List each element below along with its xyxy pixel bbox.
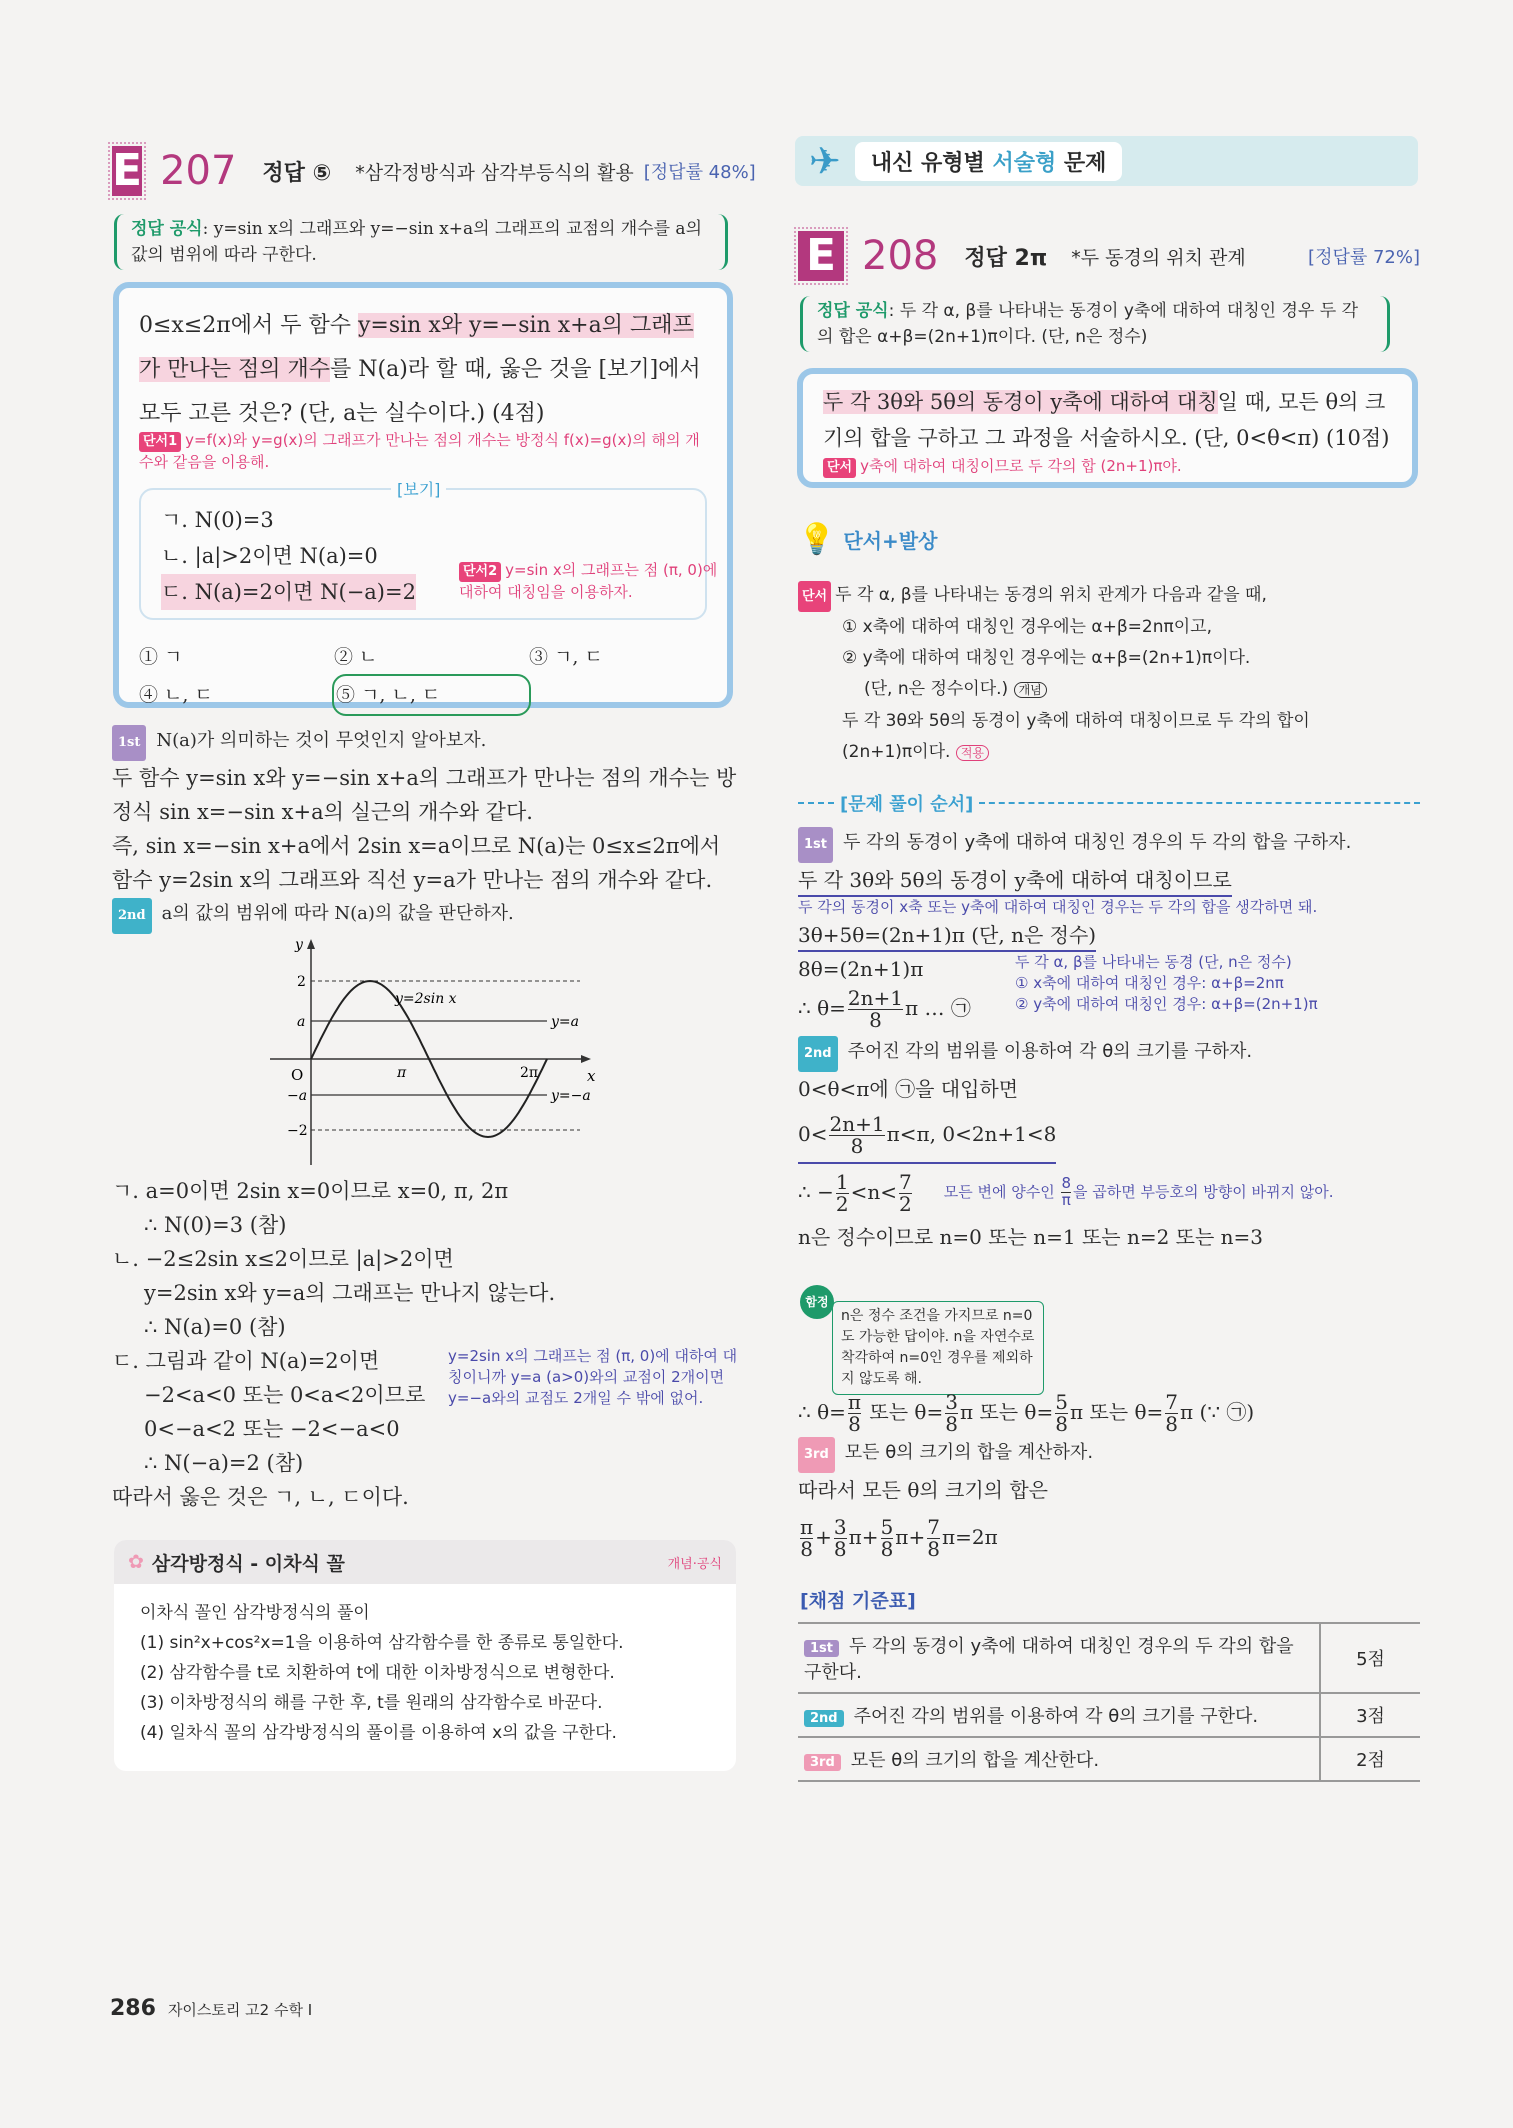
idea-header	[798, 522, 937, 557]
fraction: $\frac{7}{8}$	[1165, 1390, 1179, 1436]
step-1-title: N(a)가 의미하는 것이 무엇인지 알아보자.	[156, 730, 487, 751]
footer	[110, 1996, 312, 2021]
solution-line: ㄱ. a=0이면 2sin x=0이므로 x=0, π, 2π	[112, 1179, 509, 1203]
tip-item: (3) 이차방정식의 해를 구한 후, t를 원래의 삼각함수로 바꾼다.	[140, 1693, 603, 1713]
answer: 정답 2π	[964, 245, 1048, 271]
step-1-tag: 1st	[112, 725, 146, 761]
solution-line: n은 정수이므로 n=0 또는 n=1 또는 n=2 또는 n=3	[798, 1225, 1264, 1249]
side-note-line: 두 각 α, β를 나타내는 동경 (단, n은 정수)	[1015, 953, 1292, 971]
grading-score: 2점	[1320, 1737, 1420, 1781]
solution-line: ㄷ. 그림과 같이 N(a)=2이면	[112, 1349, 380, 1373]
fraction: $\frac{3}{8}$	[945, 1390, 958, 1436]
problem-number: 208	[862, 233, 939, 279]
fraction: $\frac{7}{2}$	[898, 1170, 912, 1216]
solution-line: y=2sin x와 y=a의 그래프는 만나지 않는다.	[144, 1281, 556, 1305]
solution-line: ∴ N(0)=3 (참)	[144, 1213, 287, 1237]
idea-line: (2n+1)π이다.	[842, 742, 951, 762]
line-neg-a-label: y=−a	[551, 1088, 591, 1104]
flower-icon: ✿	[128, 1551, 144, 1573]
bogi-box	[139, 480, 718, 620]
grading-criterion: 3rd 모든 θ의 크기의 합을 계산한다.	[798, 1737, 1320, 1781]
tip-item: (1) sin²x+cos²x=1을 이용하여 삼각함수를 한 종류로 통일한다.	[140, 1633, 624, 1653]
fraction: $\frac{5}{8}$	[1055, 1390, 1068, 1436]
problem-207-header	[112, 145, 756, 196]
choice-5-correct[interactable]: ⑤ ㄱ, ㄴ, ㄷ	[334, 676, 529, 714]
origin-label: O	[291, 1066, 304, 1084]
symmetry-side-note	[1015, 952, 1415, 1015]
solution-line: ∴ N(a)=0 (참)	[144, 1315, 286, 1339]
topic: *삼각정방식과 삼각부등식의 활용	[355, 161, 634, 184]
solution-208	[798, 826, 1420, 1254]
solution-line: 0< $\frac{2n+1}{8}$ π<π, 0<2n+1<8	[798, 1106, 1056, 1164]
step-1-tag: 1st	[798, 827, 833, 863]
side-note: y=2sin x의 그래프는 점 (π, 0)에 대하여 대칭이니까 y=a (a>0)와의 교점이 2개이면 y=−a와의 교점도 2개일 수 밖에 없어.	[448, 1347, 738, 1407]
trap-text: n은 정수 조건을 가지므로 n=0도 가능한 답이야. n을 자연수로 착각하여 n=0인 경우를 제외하지 않도록 해.	[832, 1301, 1044, 1395]
solution-line: 8θ=(2n+1)π	[798, 957, 924, 981]
side-note-line: ② y축에 대하여 대칭인 경우: α+β=(2n+1)π	[1015, 995, 1318, 1013]
solution-207-part1	[112, 724, 737, 934]
fraction: $\frac{3}{8}$	[833, 1515, 847, 1561]
note: 모든 변에 양수인 $\frac{8}{\pi}$ 을 곱하면 부등호의 방향이 바뀌지 않아.	[943, 1173, 1334, 1209]
level-badge: E	[798, 231, 844, 281]
idea-tag: 단서	[798, 581, 831, 612]
grading-title: [채점 기준표]	[800, 1590, 916, 1612]
idea-line: ① x축에 대하여 대칭인 경우에는 α+β=2nπ이고,	[842, 617, 1212, 637]
tick-x: 2π	[520, 1065, 539, 1081]
paragraph: 즉, sin x=−sin x+a에서 2sin x=a이므로 N(a)는 0≤x≤2π에서 함수 y=2sin x의 그래프와 직선 y=a가 만나는 점의 개수와 같다.	[112, 834, 721, 892]
choice-3[interactable]: ③ ㄱ, ㄷ	[529, 646, 603, 668]
answer-formula	[800, 296, 1390, 352]
choices	[139, 638, 707, 714]
trap-tag: 함정	[800, 1285, 834, 1319]
banner-title: 내신 유형별 서술형 문제	[855, 142, 1123, 181]
solution-208-end	[798, 1388, 1420, 1563]
trap-note	[800, 1285, 1044, 1395]
step-2-tag: 2nd	[112, 898, 152, 934]
tip-heading: 이차식 꼴인 삼각방정식의 풀이	[140, 1603, 370, 1623]
bogi-item: ㄴ. |a|>2이면 N(a)=0	[161, 544, 378, 568]
idea-line: ② y축에 대하여 대칭인 경우에는 α+β=(2n+1)π이다.	[842, 648, 1251, 668]
choice-4[interactable]: ④ ㄴ, ㄷ	[139, 684, 213, 706]
solution-line: 0<−a<2 또는 −2<−a<0	[144, 1417, 400, 1441]
step-1-title: 두 각의 동경이 y축에 대하여 대칭인 경우의 두 각의 합을 구하자.	[843, 832, 1352, 853]
idea-line: (단, n은 정수이다.)	[864, 679, 1009, 699]
fraction: $\frac{2n+1}{8}$	[847, 986, 903, 1032]
hint-1: 단서1 y=f(x)와 y=g(x)의 그래프가 만나는 점의 개수는 방정식 f(x)=g(x)의 해의 개수와 같음을 이용해.	[139, 431, 700, 471]
tick-y: −a	[287, 1088, 308, 1104]
grading-table	[798, 1622, 1420, 1782]
line-a-label: y=a	[551, 1014, 579, 1030]
choice-2[interactable]: ② ㄴ	[334, 646, 378, 668]
tick-y: −2	[287, 1123, 308, 1139]
hint-2: 단서2 y=sin x의 그래프는 점 (π, 0)에 대하여 대칭임을 이용하자.	[459, 561, 718, 601]
solution-line: $\frac{\pi}{8}$ + $\frac{3}{8}$ π+ $\frac{5}{8}$ π+ $\frac{7}{8}$ π=2π	[800, 1515, 998, 1561]
order-title: [문제 풀이 순서]	[840, 794, 974, 815]
book-title: 자이스토리 고2 수학 I	[167, 2001, 313, 2019]
problem-text: 0≤x≤2π에서 두 함수 y=sin x와 y=−sin x+a의 그래프가 만나는 점의 개수를 N(a)라 할 때, 옳은 것을 [보기]에서 모두 고른 것은? (단, a는 실수이다.) (4점)	[139, 313, 701, 426]
grading-criterion: 1st 두 각의 동경이 y축에 대하여 대칭인 경우의 두 각의 합을 구한다.	[798, 1624, 1320, 1693]
note: 두 각의 동경이 x축 또는 y축에 대하여 대칭인 경우는 두 각의 합을 생각하면 돼.	[798, 898, 1318, 916]
conclusion: 따라서 옳은 것은 ㄱ, ㄴ, ㄷ이다.	[112, 1485, 409, 1509]
formula-label: 정답 공식	[131, 219, 203, 239]
solution-line: 0<θ<π에 ㉠을 대입하면	[798, 1077, 1019, 1101]
correct-rate: [정답률 48%]	[643, 162, 756, 183]
problem-text: 두 각 3θ와 5θ의 동경이 y축에 대하여 대칭일 때, 모든 θ의 크기의 합을 구하고 그 과정을 서술하시오. (단, 0<θ<π) (10점)	[823, 390, 1390, 450]
grading-row	[798, 1693, 1420, 1737]
fraction: $\frac{\pi}{8}$	[847, 1390, 862, 1436]
solution-order-header	[798, 790, 1420, 816]
idea-title: 단서+발상	[843, 529, 938, 553]
answer-formula	[114, 214, 728, 270]
fraction: $\frac{\pi}{8}$	[800, 1515, 814, 1561]
apply-badge: 적용	[956, 745, 989, 761]
bogi-item: ㄷ. N(a)=2이면 N(−a)=2	[161, 574, 416, 610]
paragraph: 두 함수 y=sin x와 y=−sin x+a의 그래프가 만나는 점의 개수는 방정식 sin x=−sin x+a의 실근의 개수와 같다.	[112, 766, 737, 824]
tip-title: 삼각방정식 - 이차식 꼴	[151, 1552, 345, 1575]
topic: *두 동경의 위치 관계	[1071, 246, 1246, 269]
concept-tip-box	[114, 1540, 736, 1771]
idea-body: 단서 두 각 α, β를 나타내는 동경의 위치 관계가 다음과 같을 때, ① x축에 대하여 대칭인 경우에는 α+β=2nπ이고, ② y축에 대하여 대칭인 경우에는 α+β=(2n+1)π이다. (단, n은 정수이다.) 개념 두 각 3θ와 5θ의 동경이 y축에 대하여 대칭이므로 두 각의 합이 (2n+1)π이다. 적용	[798, 580, 1418, 769]
tip-tag: 개념·공식	[667, 1556, 722, 1572]
step-2-title: a의 값의 범위에 따라 N(a)의 값을 판단하자.	[161, 903, 514, 924]
formula-label: 정답 공식	[817, 301, 889, 321]
fraction: $\frac{8}{\pi}$	[1061, 1173, 1072, 1209]
hint: 단서 y축에 대하여 대칭이므로 두 각의 합 (2n+1)π야.	[823, 456, 1392, 478]
solution-207-part2	[112, 1174, 737, 1514]
tick-y: a	[297, 1014, 306, 1030]
correct-rate: [정답률 72%]	[1308, 247, 1420, 268]
tick-x: π	[397, 1065, 407, 1081]
sine-graph	[235, 935, 655, 1165]
solution-line: ∴ θ= $\frac{\pi}{8}$ 또는 θ= $\frac{3}{8}$ π 또는 θ= $\frac{5}{8}$ π 또는 θ= $\frac{7}{8}$ π (∵ ㉠)	[798, 1390, 1255, 1436]
lightbulb-head-icon: 💡	[798, 522, 836, 557]
bogi-item: ㄱ. N(0)=3	[161, 508, 274, 532]
fraction: $\frac{5}{8}$	[880, 1515, 894, 1561]
bogi-title: [보기]	[391, 477, 446, 500]
answer: 정답 ⑤	[262, 160, 332, 186]
grading-score: 5점	[1320, 1624, 1420, 1693]
formula-text: : 두 각 α, β를 나타내는 동경이 y축에 대하여 대칭인 경우 두 각의 합은 α+β=(2n+1)π이다. (단, n은 정수)	[817, 301, 1358, 347]
curve-label: y=2sin x	[395, 991, 457, 1007]
step-2-tag: 2nd	[798, 1036, 838, 1072]
page-number: 286	[110, 1996, 156, 2021]
solution-line: ∴ θ= $\frac{2n+1}{8}$ π … ㉠	[798, 986, 971, 1032]
choice-1[interactable]: ① ㄱ	[139, 646, 183, 668]
step-3-tag: 3rd	[798, 1437, 835, 1473]
solution-line: −2<a<0 또는 0<a<2이므로	[144, 1383, 426, 1407]
grading-row	[798, 1624, 1420, 1693]
problem-207-box	[113, 282, 733, 708]
fraction: $\frac{1}{2}$	[835, 1170, 849, 1216]
step-3-title: 모든 θ의 크기의 합을 계산하자.	[844, 1442, 1094, 1463]
problem-number: 207	[160, 148, 237, 194]
grading-score: 3점	[1320, 1693, 1420, 1737]
solution-line: 3θ+5θ=(2n+1)π (단, n은 정수)	[798, 920, 1096, 952]
solution-line: ∴ N(−a)=2 (참)	[144, 1451, 304, 1475]
paper-plane-icon: ✈	[809, 139, 841, 183]
tip-item: (4) 일차식 꼴의 삼각방정식의 풀이를 이용하여 x의 값을 구한다.	[140, 1723, 617, 1743]
y-label: y	[295, 937, 303, 953]
solution-line: ㄴ. −2≤2sin x≤2이므로 |a|>2이면	[112, 1247, 454, 1271]
problem-208-box	[797, 368, 1418, 488]
level-badge: E	[112, 145, 143, 196]
idea-line: 두 각 3θ와 5θ의 동경이 y축에 대하여 대칭이므로 두 각의 합이	[842, 711, 1310, 731]
section-banner	[795, 136, 1418, 186]
solution-line: 따라서 모든 θ의 크기의 합은	[798, 1478, 1048, 1502]
x-arrow	[581, 1055, 591, 1063]
solution-line: ∴ − $\frac{1}{2}$ <n< $\frac{7}{2}$	[798, 1170, 912, 1216]
solution-line: 두 각 3θ와 5θ의 동경이 y축에 대하여 대칭이므로	[798, 865, 1232, 897]
concept-badge: 개념	[1014, 682, 1047, 698]
x-label: x	[587, 1067, 596, 1085]
grading-criterion: 2nd 주어진 각의 범위를 이용하여 각 θ의 크기를 구한다.	[798, 1693, 1320, 1737]
tick-y: 2	[297, 974, 306, 990]
y-arrow	[307, 939, 315, 949]
side-note-line: ① x축에 대하여 대칭인 경우: α+β=2nπ	[1015, 974, 1284, 992]
tip-item: (2) 삼각함수를 t로 치환하여 t에 대한 이차방정식으로 변형한다.	[140, 1663, 615, 1683]
fraction: $\frac{2n+1}{8}$	[829, 1112, 885, 1158]
step-2-title: 주어진 각의 범위를 이용하여 각 θ의 크기를 구하자.	[847, 1041, 1253, 1062]
fraction: $\frac{7}{8}$	[927, 1515, 940, 1561]
grading-row	[798, 1737, 1420, 1781]
problem-208-header	[798, 231, 1420, 281]
formula-text: : y=sin x의 그래프와 y=−sin x+a의 그래프의 교점의 개수를 a의 값의 범위에 따라 구한다.	[131, 219, 702, 265]
